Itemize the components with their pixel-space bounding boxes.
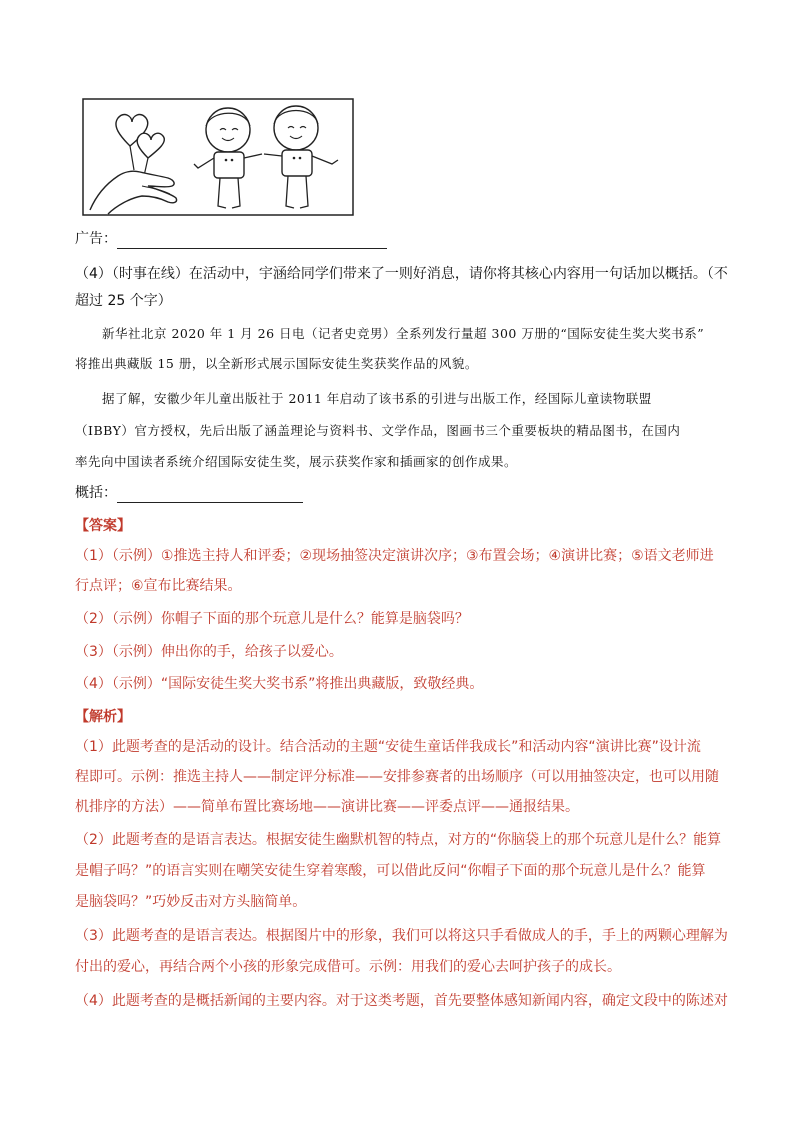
hand-hearts-children-illustration <box>82 98 354 216</box>
news-p1-line-2: 将推出典藏版 15 册，以全新形式展示国际安徒生奖获奖作品的风貌。 <box>75 356 478 371</box>
answer-heading: 【答案】 <box>75 518 131 534</box>
analysis-1-line-2: 程即可。示例：推选主持人——制定评分标准——安排参赛者的出场顺序（可以用抽签决定，也可以用随 <box>75 769 719 785</box>
ad-label: 广告： <box>75 231 117 247</box>
q4-line-2: 超过 25 个字） <box>75 293 172 309</box>
answer-1-line-2: 行点评；⑥宣布比赛结果。 <box>75 578 242 594</box>
summary-blank[interactable] <box>117 488 303 503</box>
summary-answer-line <box>75 483 723 503</box>
analysis-2-line-1: （2）此题考查的是语言表达。根据安徒生幽默机智的特点，对方的“你脑袋上的那个玩意儿是什么？能算 <box>75 832 722 848</box>
answer-2: （2）（示例）你帽子下面的那个玩意儿是什么？能算是脑袋吗？ <box>75 611 469 627</box>
answer-1-line-1: （1）（示例）①推选主持人和评委；②现场抽签决定演讲次序；③布置会场；④演讲比赛；⑤语文老师进 <box>75 548 714 564</box>
analysis-3-line-1: （3）此题考查的是语言表达。根据图片中的形象，我们可以将这只手看做成人的手，手上的两颗心理解为 <box>75 928 728 944</box>
news-p1-line-1: 新华社北京 2020 年 1 月 26 日电（记者史竞男）全系列发行量超 300 万册的“国际安徒生奖大奖书系” <box>102 326 705 341</box>
analysis-1-line-3: 机排序的方法）——简单布置比赛场地——演讲比赛——评委点评——通报结果。 <box>75 799 579 815</box>
analysis-1-line-1: （1）此题考查的是活动的设计。结合活动的主题“安徒生童话伴我成长”和活动内容“演讲比赛”设计流 <box>75 739 701 755</box>
analysis-3-line-2: 付出的爱心，再结合两个小孩的形象完成借可。示例：用我们的爱心去呵护孩子的成长。 <box>75 959 621 975</box>
q4-line-1: （4）（时事在线）在活动中，宇涵给同学们带来了一则好消息，请你将其核心内容用一句话加以概括。（不 <box>75 266 728 282</box>
news-p2-line-2: （IBBY）官方授权，先后出版了涵盖理论与资料书、文学作品，图画书三个重要板块的精品图书，在国内 <box>75 423 681 438</box>
ad-blank[interactable] <box>117 234 387 249</box>
news-p2-line-3: 率先向中国读者系统介绍国际安徒生奖，展示获奖作家和插画家的创作成果。 <box>75 454 518 469</box>
news-p2-line-1: 据了解，安徽少年儿童出版社于 2011 年启动了该书系的引进与出版工作，经国际儿童读物联盟 <box>102 391 652 406</box>
summary-label: 概括： <box>75 485 117 501</box>
analysis-4-line-1: （4）此题考查的是概括新闻的主要内容。对于这类考题，首先要整体感知新闻内容，确定文段中的陈述对 <box>75 993 728 1009</box>
answer-3: （3）（示例）伸出你的手，给孩子以爱心。 <box>75 644 343 660</box>
analysis-2-line-3: 是脑袋吗？”巧妙反击对方头脑简单。 <box>75 894 307 910</box>
analysis-heading: 【解析】 <box>75 709 131 725</box>
ad-answer-line <box>75 229 723 249</box>
analysis-2-line-2: 是帽子吗？”的语言实则在嘲笑安徒生穿着寒酸，可以借此反问“你帽子下面的那个玩意儿是什么？能算 <box>75 863 706 879</box>
answer-4: （4）（示例）“国际安徒生奖大奖书系”将推出典藏版，致敬经典。 <box>75 676 484 692</box>
